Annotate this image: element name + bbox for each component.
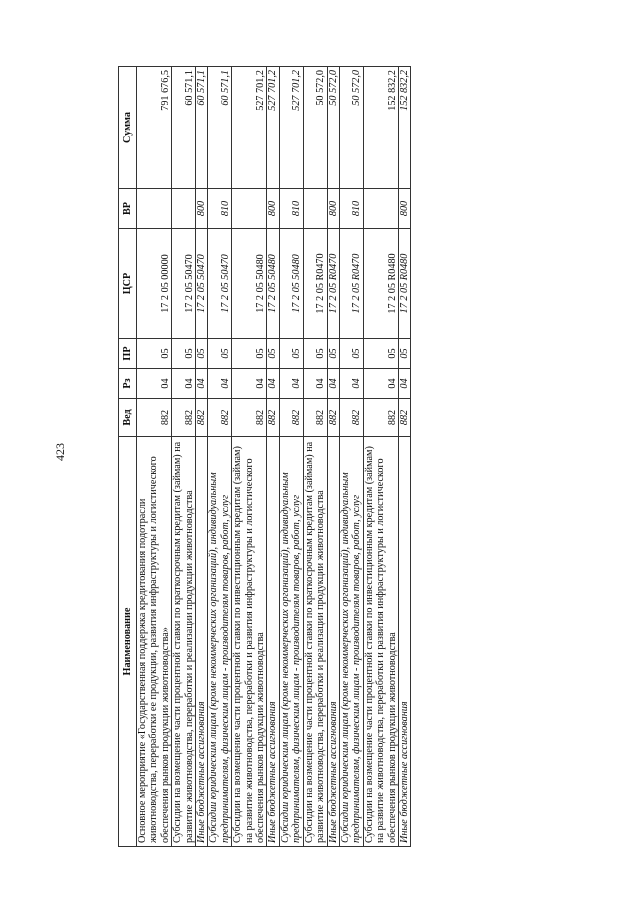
- rotated-table-wrapper: [118, 67, 558, 847]
- cell-sum: 60 571,1: [172, 67, 196, 189]
- cell-ved: 882: [137, 399, 172, 437]
- cell-ved: 882: [363, 399, 398, 437]
- table-row: [196, 67, 208, 847]
- cell-csr: 17 2 05 50470: [208, 229, 232, 339]
- cell-ved: 882: [172, 399, 196, 437]
- table-row: [137, 67, 172, 847]
- cell-sum: 791 676,5: [137, 67, 172, 189]
- cell-rz: 04: [339, 369, 363, 399]
- header-csr: ЦСР: [119, 229, 137, 339]
- cell-sum: 50 572,0: [327, 67, 339, 189]
- cell-sum: 60 571,1: [208, 67, 232, 189]
- cell-rz: 04: [279, 369, 303, 399]
- cell-vr: [303, 189, 327, 229]
- cell-pr: 05: [137, 339, 172, 369]
- table-header-row: [119, 67, 137, 847]
- header-ved: Вед: [119, 399, 137, 437]
- cell-pr: 05: [303, 339, 327, 369]
- cell-csr: 17 2 05 50470: [196, 229, 208, 339]
- cell-sum: 152 832,2: [363, 67, 398, 189]
- cell-sum: 152 832,2: [398, 67, 410, 189]
- cell-name: Субсидии юридическим лицам (кроме некоммерческих организаций), индивидуальным предпринимателям, физическим лицам - производителям товаров, работ, услуг: [208, 437, 232, 847]
- cell-pr: 05: [208, 339, 232, 369]
- cell-rz: 04: [196, 369, 208, 399]
- cell-pr: 05: [339, 339, 363, 369]
- cell-rz: 04: [267, 369, 279, 399]
- cell-csr: 17 2 05 R0480: [398, 229, 410, 339]
- cell-vr: 800: [398, 189, 410, 229]
- cell-name: Иные бюджетные ассигнования: [267, 437, 279, 847]
- table-row: [267, 67, 279, 847]
- cell-ved: 882: [279, 399, 303, 437]
- cell-pr: 05: [232, 339, 267, 369]
- table-row: [172, 67, 196, 847]
- table-row: [327, 67, 339, 847]
- cell-pr: 05: [398, 339, 410, 369]
- cell-vr: 810: [208, 189, 232, 229]
- cell-csr: 17 2 05 R0480: [363, 229, 398, 339]
- cell-ved: 882: [196, 399, 208, 437]
- cell-csr: 17 2 05 R0470: [339, 229, 363, 339]
- cell-name: Субсидии юридическим лицам (кроме некоммерческих организаций), индивидуальным предпринимателям, физическим лицам - производителям товаров, работ, услуг: [339, 437, 363, 847]
- cell-rz: 04: [232, 369, 267, 399]
- cell-sum: 50 572,0: [339, 67, 363, 189]
- header-vr: ВР: [119, 189, 137, 229]
- cell-ved: 882: [398, 399, 410, 437]
- cell-vr: 810: [279, 189, 303, 229]
- cell-pr: 05: [196, 339, 208, 369]
- cell-name: Субсидии на возмещение части процентной ставки по краткосрочным кредитам (займам) на развитие животноводства, переработки и реализации продукции животноводства: [303, 437, 327, 847]
- cell-rz: 04: [303, 369, 327, 399]
- cell-ved: 882: [267, 399, 279, 437]
- cell-sum: 60 571,1: [196, 67, 208, 189]
- table-row: [208, 67, 232, 847]
- cell-name: Субсидии юридическим лицам (кроме некоммерческих организаций), индивидуальным предпринимателям, физическим лицам - производителям товаров, работ, услуг: [279, 437, 303, 847]
- header-rz: Рз: [119, 369, 137, 399]
- cell-sum: 50 572,0: [303, 67, 327, 189]
- cell-vr: 800: [327, 189, 339, 229]
- cell-rz: 04: [398, 369, 410, 399]
- budget-table: [118, 66, 411, 847]
- table-row: [232, 67, 267, 847]
- table-row: [398, 67, 410, 847]
- cell-vr: [232, 189, 267, 229]
- page-number: 423: [53, 443, 67, 461]
- table-body: [137, 67, 411, 847]
- cell-name: Основное мероприятие «Государственная поддержка кредитования подотрасли животноводства, переработки ее продукции, развития инфраструктуры и логистического обеспечения рынков продукции животноводства»: [137, 437, 172, 847]
- cell-sum: 527 701,2: [279, 67, 303, 189]
- cell-vr: 810: [339, 189, 363, 229]
- cell-ved: 882: [303, 399, 327, 437]
- table-row: [363, 67, 398, 847]
- cell-pr: 05: [363, 339, 398, 369]
- cell-rz: 04: [172, 369, 196, 399]
- cell-csr: 17 2 05 50480: [267, 229, 279, 339]
- cell-csr: 17 2 05 50480: [232, 229, 267, 339]
- cell-ved: 882: [208, 399, 232, 437]
- cell-csr: 17 2 05 R0470: [327, 229, 339, 339]
- cell-sum: 527 701,2: [232, 67, 267, 189]
- header-name: Наименование: [119, 437, 137, 847]
- table-row: [303, 67, 327, 847]
- cell-sum: 527 701,2: [267, 67, 279, 189]
- cell-name: Иные бюджетные ассигнования: [327, 437, 339, 847]
- cell-pr: 05: [267, 339, 279, 369]
- cell-name: Субсидии на возмещение части процентной ставки по краткосрочным кредитам (займам) на развитие животноводства, переработки и реализации продукции животноводства: [172, 437, 196, 847]
- table-row: [339, 67, 363, 847]
- cell-csr: 17 2 05 00000: [137, 229, 172, 339]
- cell-rz: 04: [363, 369, 398, 399]
- cell-ved: 882: [232, 399, 267, 437]
- cell-name: Иные бюджетные ассигнования: [398, 437, 410, 847]
- cell-vr: [363, 189, 398, 229]
- cell-rz: 04: [208, 369, 232, 399]
- cell-name: Субсидии на возмещение части процентной ставки по инвестиционным кредитам (займам) на развитие животноводства, переработки и развития инфраструктуры и логистического обеспечения рынков продукции животноводства: [363, 437, 398, 847]
- cell-ved: 882: [327, 399, 339, 437]
- cell-rz: 04: [137, 369, 172, 399]
- cell-csr: 17 2 05 50480: [279, 229, 303, 339]
- cell-name: Иные бюджетные ассигнования: [196, 437, 208, 847]
- cell-vr: 800: [267, 189, 279, 229]
- cell-pr: 05: [172, 339, 196, 369]
- table-row: [279, 67, 303, 847]
- cell-vr: [137, 189, 172, 229]
- header-sum: Сумма: [119, 67, 137, 189]
- cell-csr: 17 2 05 R0470: [303, 229, 327, 339]
- cell-ved: 882: [339, 399, 363, 437]
- cell-pr: 05: [279, 339, 303, 369]
- cell-pr: 05: [327, 339, 339, 369]
- header-pr: ПР: [119, 339, 137, 369]
- cell-name: Субсидии на возмещение части процентной ставки по инвестиционным кредитам (займам) на развитие животноводства, переработки и развития инфраструктуры и логистического обеспечения рынков продукции животноводства: [232, 437, 267, 847]
- cell-rz: 04: [327, 369, 339, 399]
- cell-vr: [172, 189, 196, 229]
- cell-vr: 800: [196, 189, 208, 229]
- cell-csr: 17 2 05 50470: [172, 229, 196, 339]
